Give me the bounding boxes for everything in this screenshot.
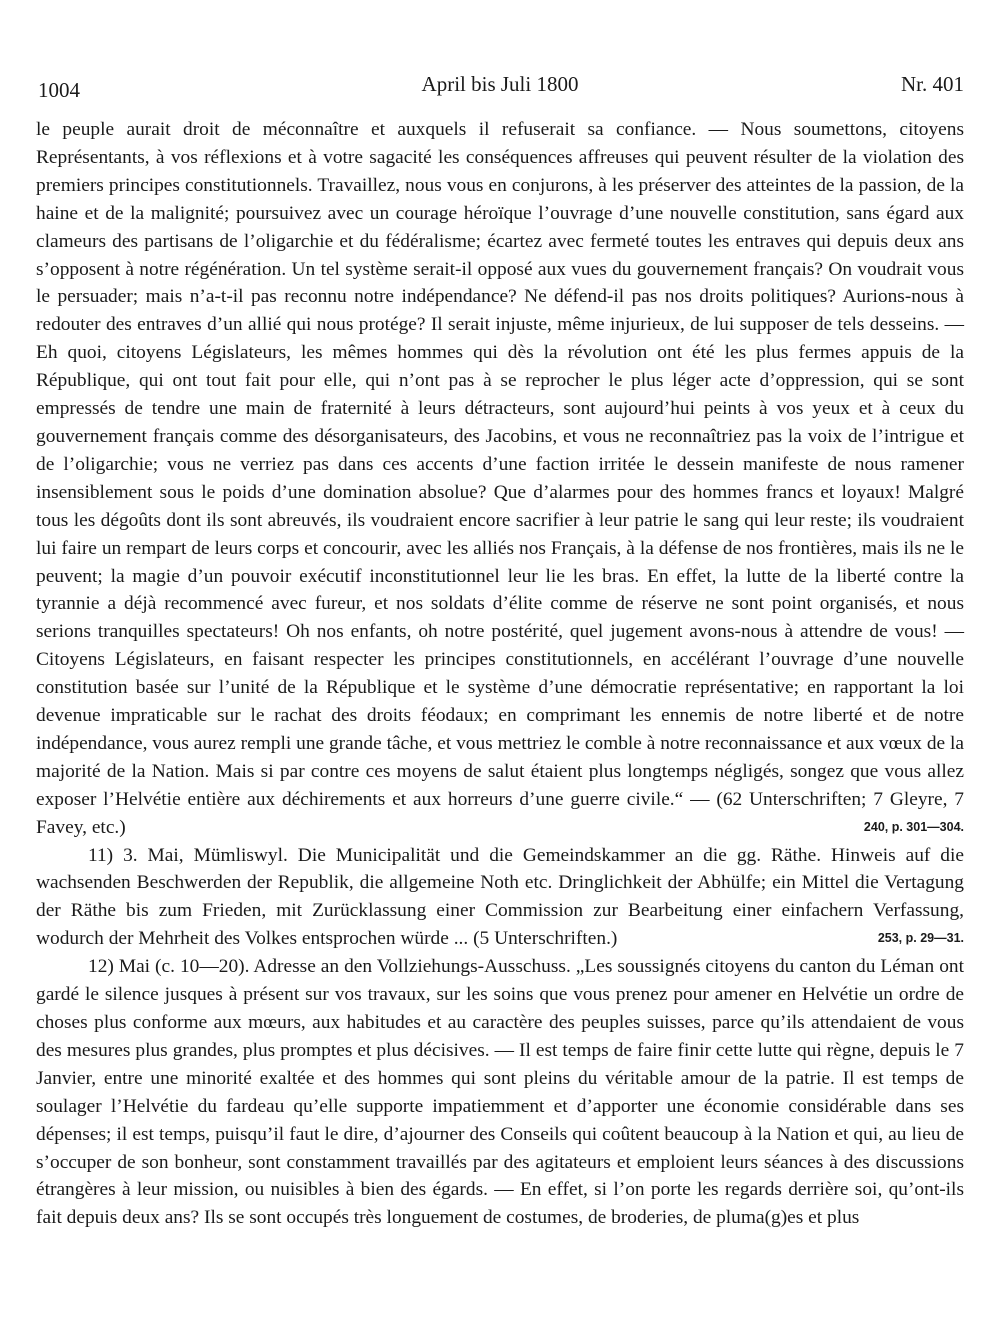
paragraph-text: 12) Mai (c. 10—20). Adresse an den Vollziehungs-Ausschuss. „Les soussignés citoyens du canton du Léman ont gardé le silence jusques à présent sur vos travaux, sur les soins que vous prenez pour amener en Helvétie un ordre de choses plus conforme aux mœurs, aux habitudes et au caractère des peuples suisses, parce qu’ils attendaient de vous des mesures plus grandes, plus promptes et plus décisives. — Il est temps de faire finir cette lutte qui règne, depuis le 7 Janvier, entre une minorité exaltée et des hommes qui sont pleins du véritable amour de la patrie. Il est temps de soulager l’Helvétie du fardeau qu’elle supporte impatiemment et d’apporter une économie considérable dans ses dépenses; il est temps, puisqu’il faut le dire, d’ajourner des Conseils qui coûtent beaucoup à la Nation et qui, au lieu de s’occuper de son bonheur, sont constamment travaillés par des agitateurs et emploient leurs séances à des discussions étrangères à leur mission, ou nuisibles à bien des égards. — En effet, si l’on porte les regards derrière soi, qu’ont-ils fait depuis deux ans? Ils se sont occupés très longuement de costumes, de broderies, de pluma(g)es et plus xyxy=(36,956,964,1229)
paragraph-1 xyxy=(36,116,964,842)
body-text xyxy=(36,116,964,1232)
page-number: 1004 xyxy=(38,78,80,102)
document-number: Nr. 401 xyxy=(901,72,964,96)
paragraph-text: le peuple aurait droit de méconnaître et auxquels il refuserait sa confiance. — Nous soumettons, citoyens Représentants, à vos réflexions et à votre sagacité les conséquences affreuses qui peuvent résulter de la violation des premiers principes constitutionnels. Travaillez, nous vous en conjurons, à les préserver des atteintes de la passion, de la haine et de la malignité; poursuivez avec un courage héroïque l’ouvrage d’une nouvelle constitution, sans égard aux clameurs des partisans de l’oligarchie et du fédéralisme; écartez avec fermeté toutes les entraves qui depuis deux ans s’opposent à notre régénération. Un tel système serait-il opposé aux vues du gouvernement français? On voudrait vous le persuader; mais n’a-t-il pas reconnu notre indépendance? Ne défend-il pas nos droits politiques? Aurions-nous à redouter des entraves d’un allié qui nous protége? Il serait injuste, même injurieux, de lui supposer de tels desseins. — Eh quoi, citoyens Législateurs, les mêmes hommes qui dès la révolution ont été les plus fermes appuis de la République, qui ont tout fait pour elle, qui n’ont pas à se reprocher le plus léger acte d’oppression, qui se sont empressés de tendre une main de fraternité à leurs détracteurs, sont aujourd’hui peints à vos yeux et à ceux du gouvernement français comme des désorganisateurs, des Jacobins, et vous ne reconnaîtriez pas la voix de l’intrigue et de l’oligarchie; vous ne verriez pas dans ces accents d’une faction irritée le dessein manifeste de nous ramener insensiblement sous le poids d’une domination absolue? Que d’alarmes pour des hommes francs et loyaux! Malgré tous les dégoûts dont ils sont abreuvés, ils voudraient encore sacrifier à leur patrie le sang qui leur reste; ils voudraient lui faire un rempart de leurs corps et concourir, avec les alliés nos Français, à la défense de nos frontières, mais ils ne le peuvent; la magie d’un pouvoir exécutif inconstitutionnel leur lie les bras. En effet, la lutte de la liberté contre la tyrannie a déjà recommencé avec fureur, et nos soldats d’élite comme de réserve ne sont point organisés, et nous serions tranquilles spectateurs! Oh nos enfants, oh notre postérité, quel jugement avons-nous à attendre de vous! — Citoyens Législateurs, en faisant respecter les principes constitutionnels, en accélérant l’ouvrage d’une nouvelle constitution basée sur l’unité de la République et le système d’une démocratie représentative; en rapportant la loi devenue impraticable sur le rachat des droits féodaux; en comprimant les ennemis de notre liberté et de notre indépendance, vous aurez rempli une grande tâche, et vous mettriez le comble à notre reconnaissance et aux vœux de la majorité de la Nation. Mais si par contre ces moyens de salut étaient plus longtemps négligés, songez que vous allez exposer l’Helvétie entière aux déchirements et aux horreurs d’une guerre civile.“ — (62 Unterschriften; 7 Gleyre, 7 Favey, etc.) xyxy=(36,119,964,838)
document-page xyxy=(36,66,964,1232)
page-header xyxy=(36,66,964,106)
source-reference: 240, p. 301—304. xyxy=(863,819,964,834)
paragraph-text: 11) 3. Mai, Mümliswyl. Die Municipalität und die Gemeindskammer an die gg. Räthe. Hinweis auf die wachsenden Beschwerden der Republik, die allgemeine Noth etc. Dringlichkeit der Abhülfe; ein Mittel die Vertagung der Räthe bis zum Frieden, mit Zurücklassung einer Commission zur Bearbeitung einer einfachern Verfassung, wodurch der Mehrheit des Volkes entsprochen würde ... (5 Unterschriften.) xyxy=(36,844,964,950)
paragraph-2 xyxy=(36,842,964,954)
running-title: April bis Juli 1800 xyxy=(421,72,579,96)
paragraph-3 xyxy=(36,953,964,1232)
source-reference: 253, p. 29—31. xyxy=(877,931,964,946)
